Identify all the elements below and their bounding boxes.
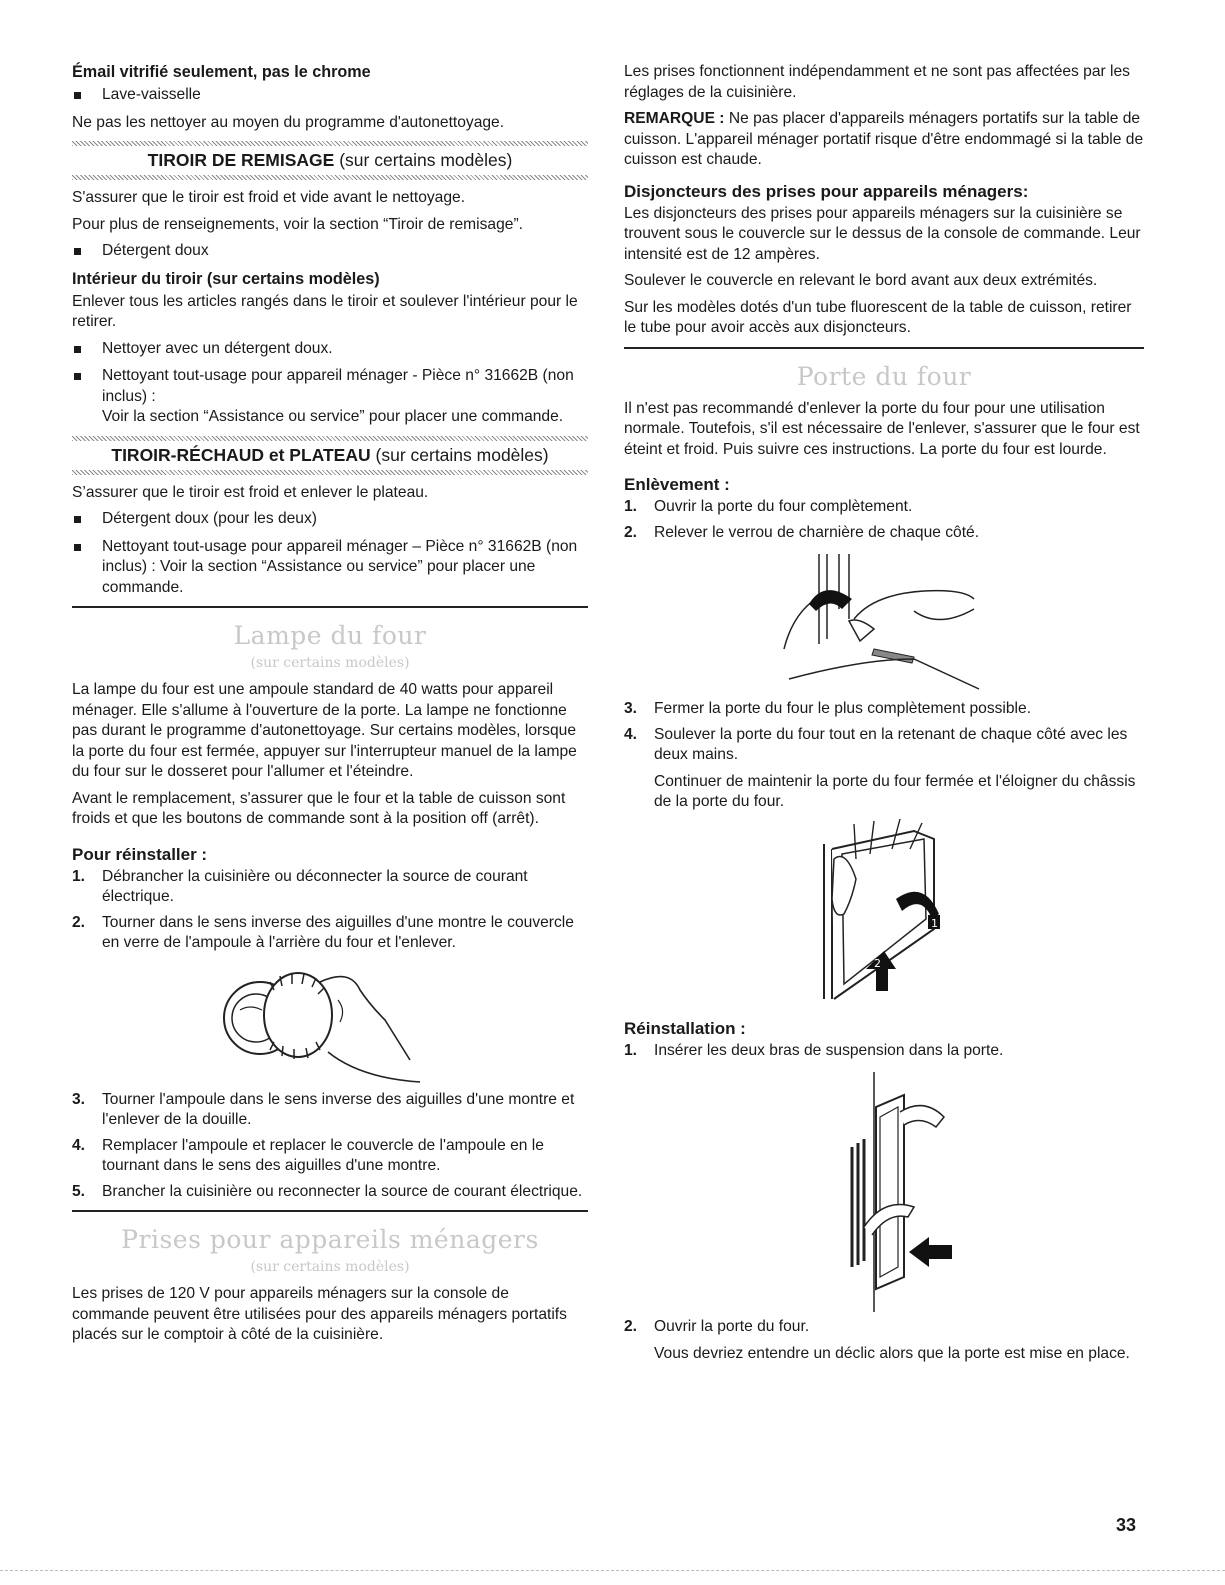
enamel-heading: Émail vitrifié seulement, pas le chrome xyxy=(72,63,371,81)
section-rule xyxy=(72,1210,588,1212)
outlets-paragraph-2: Les prises fonctionnent indépendamment et ne sont pas affectées par les réglages de la cuisinière. xyxy=(624,63,1130,101)
warming-drawer-heading xyxy=(72,436,588,475)
step-number: 1. xyxy=(624,498,638,515)
storage-drawer-title: TIROIR DE REMISAGE xyxy=(147,150,335,170)
list-item: Lave-vaisselle xyxy=(72,85,588,106)
interior-list xyxy=(72,339,588,428)
step-text: Insérer les deux bras de suspension dans la porte. xyxy=(654,1041,1004,1059)
lamp-section-subtitle: (sur certains modèles) xyxy=(250,655,410,671)
reinstallation-step2-continued: Vous devriez entendre un déclic alors que la porte est mise en place. xyxy=(654,1344,1130,1362)
left-column xyxy=(72,62,588,1352)
enamel-note: Ne pas les nettoyer au moyen du programme d'autonettoyage. xyxy=(72,113,505,131)
list-item: Détergent doux xyxy=(72,241,588,262)
step-text: Relever le verrou de charnière de chaque côté. xyxy=(654,523,980,541)
removal-heading: Enlèvement : xyxy=(624,475,730,494)
warming-drawer-qualifier: (sur certains modèles) xyxy=(370,444,549,465)
outlets-section-title: Prises pour appareils ménagers xyxy=(121,1225,539,1254)
numbered-step xyxy=(624,523,1144,544)
drawer-list xyxy=(72,241,588,262)
remark-paragraph xyxy=(624,109,1144,171)
step-text: Brancher la cuisinière ou reconnecter la source de courant électrique. xyxy=(102,1182,583,1200)
remark-label: REMARQUE : xyxy=(624,110,725,127)
warming-paragraph: S’assurer que le tiroir est froid et enlever le plateau. xyxy=(72,483,429,501)
numbered-step xyxy=(72,1090,588,1131)
removal-steps-continued xyxy=(624,699,1144,766)
step-text: Ouvrir la porte du four complètement. xyxy=(654,498,913,515)
step-text: Ouvrir la porte du four. xyxy=(654,1318,810,1335)
list-item: Détergent doux (pour les deux) xyxy=(72,509,588,530)
reinstallation-steps-continued xyxy=(624,1317,1144,1338)
warming-drawer-title: TIROIR-RÉCHAUD et PLATEAU xyxy=(111,444,371,465)
page-number: 33 xyxy=(1116,1515,1137,1535)
drawer-paragraph: S'assurer que le tiroir est froid et vide avant le nettoyage. xyxy=(72,189,466,206)
lamp-section-title: Lampe du four xyxy=(233,621,427,650)
step-number: 2. xyxy=(72,913,86,931)
removal-step4-continued: Continuer de maintenir la porte du four fermée et l'éloigner du châssis de la porte du four. xyxy=(654,772,1136,810)
lamp-steps xyxy=(72,867,588,954)
remark-text: Ne pas placer d'appareils ménagers portatifs sur la table de cuisson. L'appareil ménager portatif risque d'être endommagé si la table de cuisson est chaude. xyxy=(624,110,1144,168)
lamp-paragraph: La lampe du four est une ampoule standard de 40 watts pour appareil ménager. Elle s'allume à l'ouverture de la porte. La lampe ne fonctionne pas durant le programme d'autonettoyage. Sur certains modèles, lorsque la porte du four est fermée, appuyer sur l'interrupteur manuel de la lampe du four sur le dosseret pour l'allumer et l'éteindre. xyxy=(72,681,577,780)
list-item: Nettoyant tout-usage pour appareil ménager – Pièce n° 31662B (non inclus) : Voir la section “Assistance ou service” pour placer une commande. xyxy=(72,537,588,599)
numbered-step xyxy=(72,1136,588,1177)
bottom-dashed-rule xyxy=(0,1570,1225,1571)
step-1-marker: 1 xyxy=(931,916,938,930)
storage-drawer-qualifier: (sur certains modèles) xyxy=(334,150,513,170)
numbered-step xyxy=(624,497,1144,518)
right-column xyxy=(624,62,1144,1370)
door-reinstall-illustration xyxy=(804,1067,964,1317)
breakers-heading: Disjoncteurs des prises pour appareils ménagers: xyxy=(624,181,1029,201)
step-2-marker: 2 xyxy=(874,956,881,970)
list-item xyxy=(72,366,588,428)
warming-list xyxy=(72,509,588,598)
numbered-step xyxy=(72,913,588,954)
lamp-paragraph: Avant le remplacement, s'assurer que le four et la table de cuisson sont froids et que les boutons de commande sont à la position off (arrêt). xyxy=(72,789,566,827)
step-number: 1. xyxy=(624,1041,638,1059)
list-item-text: Nettoyant tout-usage pour appareil ménager - Pièce n° 31662B (non inclus) : xyxy=(102,367,574,405)
step-text: Remplacer l'ampoule et replacer le couvercle de l'ampoule en le tournant dans le sens des aiguilles d'une montre. xyxy=(102,1136,544,1174)
door-lift-illustration xyxy=(804,819,964,1004)
list-item-cont: Voir la section “Assistance ou service” pour placer une commande. xyxy=(102,408,564,425)
interior-paragraph: Enlever tous les articles rangés dans le tiroir et soulever l'intérieur pour le retirer. xyxy=(72,292,578,330)
section-rule xyxy=(72,606,588,608)
step-number: 1. xyxy=(72,867,86,885)
bulb-cover-illustration xyxy=(210,960,450,1090)
step-number: 3. xyxy=(624,700,638,717)
step-number: 2. xyxy=(624,523,638,541)
numbered-step xyxy=(624,1317,1144,1338)
step-number: 5. xyxy=(72,1182,86,1200)
door-paragraph: Il n'est pas recommandé d'enlever la porte du four pour une utilisation normale. Toutefois, s'il est nécessaire de l'enlever, s'assurer que le four est éteint et froid. Puis suivre ces instructions. La porte du four est lourde. xyxy=(624,399,1140,458)
step-number: 3. xyxy=(72,1090,86,1108)
numbered-step xyxy=(72,867,588,908)
door-section-title: Porte du four xyxy=(796,361,972,391)
step-number: 2. xyxy=(624,1318,638,1335)
removal-steps xyxy=(624,497,1144,543)
step-text: Tourner l'ampoule dans le sens inverse des aiguilles d'une montre et l'enlever de la douille. xyxy=(102,1090,575,1128)
breakers-paragraph: Soulever le couvercle en relevant le bord avant aux deux extrémités. xyxy=(624,272,1098,289)
outlets-paragraph: Les prises de 120 V pour appareils ménagers sur la console de commande peuvent être utilisées pour des appareils ménagers portatifs placés sur le comptoir à côté de la cuisinière. xyxy=(72,1285,567,1343)
hinge-lock-illustration xyxy=(764,549,1004,699)
section-rule xyxy=(624,347,1144,349)
reinstallation-steps xyxy=(624,1041,1144,1062)
drawer-paragraph: Pour plus de renseignements, voir la section “Tiroir de remisage”. xyxy=(72,215,523,233)
list-item: Nettoyer avec un détergent doux. xyxy=(72,339,588,360)
reinstallation-heading: Réinstallation : xyxy=(624,1018,746,1038)
lamp-steps-continued xyxy=(72,1090,588,1203)
step-text: Débrancher la cuisinière ou déconnecter la source de courant électrique. xyxy=(102,867,528,905)
interior-heading: Intérieur du tiroir (sur certains modèles) xyxy=(72,269,380,288)
numbered-step xyxy=(624,1041,1144,1062)
numbered-step xyxy=(624,725,1144,766)
step-number: 4. xyxy=(72,1136,86,1154)
enamel-list xyxy=(72,85,588,106)
breakers-paragraph: Sur les modèles dotés d'un tube fluorescent de la table de cuisson, retirer le tube pour avoir accès aux disjoncteurs. xyxy=(624,298,1132,336)
breakers-paragraph: Les disjoncteurs des prises pour appareils ménagers sur la cuisinière se trouvent sous le couvercle sur le dessus de la console de commande. Leur intensité est de 12 ampères. xyxy=(624,204,1141,263)
numbered-step xyxy=(72,1182,588,1203)
hatch-rule xyxy=(72,175,588,180)
storage-drawer-heading xyxy=(72,141,588,180)
reinstall-heading: Pour réinstaller : xyxy=(72,844,208,864)
step-text: Fermer la porte du four le plus complètement possible. xyxy=(654,700,1032,717)
numbered-step xyxy=(624,699,1144,720)
step-text: Soulever la porte du four tout en la retenant de chaque côté avec les deux mains. xyxy=(654,725,1128,763)
outlets-section-subtitle: (sur certains modèles) xyxy=(250,1259,410,1275)
hatch-rule xyxy=(72,470,588,475)
step-text: Tourner dans le sens inverse des aiguilles d'une montre le couvercle en verre de l'ampoule à l'arrière du four et l'enlever. xyxy=(102,913,574,951)
step-number: 4. xyxy=(624,725,638,743)
